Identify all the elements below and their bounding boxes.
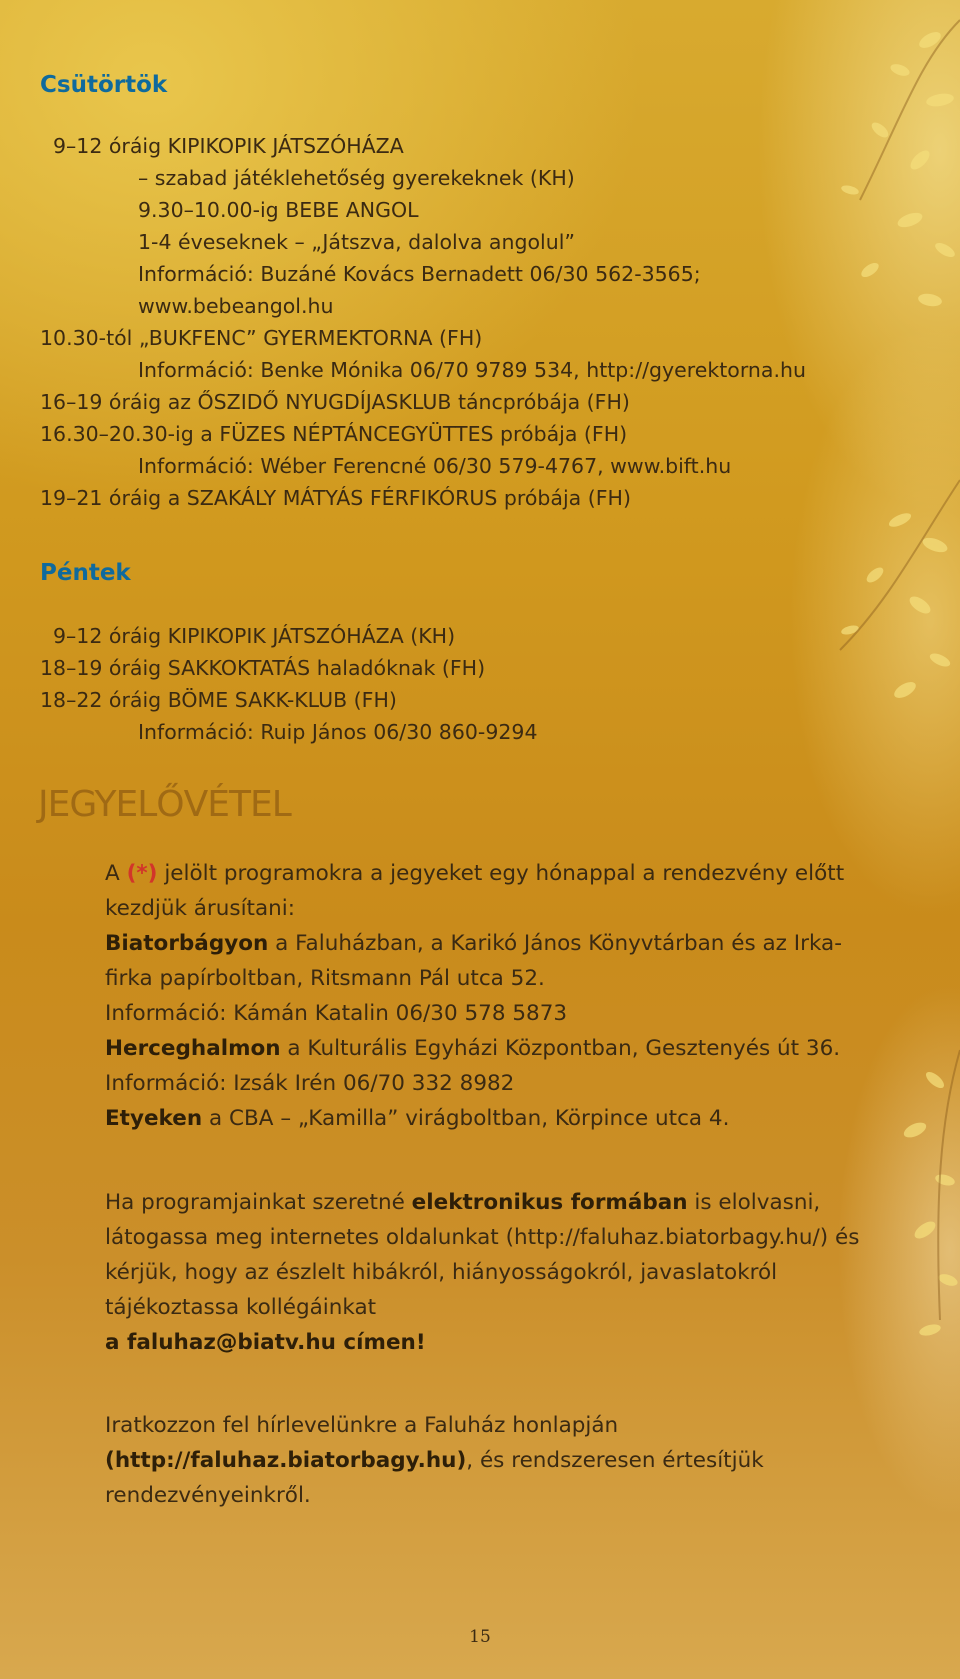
friday-heading: Péntek	[40, 560, 131, 586]
email-link[interactable]: a faluhaz@biatv.hu címen!	[105, 1330, 426, 1355]
thursday-line-4: 1-4 éveseknek – „Játszva, dalolva angolul”	[138, 230, 576, 254]
friday-line-4: Információ: Ruip János 06/30 860-9294	[138, 720, 538, 744]
tickets-intro-a: A	[105, 861, 120, 886]
friday-line-3: 18–22 óráig BÖME SAKK-KLUB (FH)	[40, 688, 397, 712]
thursday-line-11: Információ: Wéber Ferencné 06/30 579-4767, www.bift.hu	[138, 454, 732, 478]
place-herceghalom: Herceghalmon	[105, 1036, 281, 1061]
thursday-line-9: 16–19 óráig az ŐSZIDŐ NYUGDÍJASKLUB táncpróbája (FH)	[40, 390, 630, 414]
page-number: 15	[469, 1627, 491, 1647]
thursday-line-5: Információ: Buzáné Kovács Bernadett 06/30 562-3565;	[138, 262, 701, 286]
thursday-line-7: 10.30-tól „BUKFENC” GYERMEKTORNA (FH)	[40, 326, 483, 350]
friday-line-1: 9–12 óráig KIPIKOPIK JÁTSZÓHÁZA (KH)	[53, 624, 456, 648]
tickets-info-block	[105, 856, 885, 1136]
thursday-line-3: 9.30–10.00-ig BEBE ANGOL	[138, 198, 419, 222]
newsletter-block	[105, 1408, 885, 1513]
asterisk-marker: (*)	[126, 861, 158, 886]
newsletter-url-link[interactable]: (http://faluhaz.biatorbagy.hu)	[105, 1448, 467, 1473]
electronic-text-b: is elolvasni, látogassa meg internetes oldalunkat (http://faluhaz.biatorbagy.hu/) és kérjük, hogy az észlelt hibákról, hiányosságokról, javaslatokról tájékoztassa kollégáinkat	[105, 1190, 860, 1320]
thursday-line-12: 19–21 óráig a SZAKÁLY MÁTYÁS FÉRFIKÓRUS próbája (FH)	[40, 486, 631, 510]
place-biatorbagy-details: a Faluházban, a Karikó János Könyvtárban és az Irka-firka papírboltban, Ritsmann Pál utca 52.	[105, 931, 842, 991]
place-etyek-details: a CBA – „Kamilla” virágboltban, Körpince utca 4.	[209, 1106, 730, 1131]
place-biatorbagy-info: Információ: Kámán Katalin 06/30 578 5873	[105, 1001, 568, 1026]
place-herceghalom-details: a Kulturális Egyházi Központban, Gesztenyés út 36. Információ: Izsák Irén 06/70 332 8982	[105, 1036, 841, 1096]
place-biatorbagy: Biatorbágyon	[105, 931, 269, 956]
electronic-info-block	[105, 1185, 885, 1360]
thursday-line-8: Információ: Benke Mónika 06/70 9789 534, http://gyerektorna.hu	[138, 358, 806, 382]
place-etyek: Etyeken	[105, 1106, 203, 1131]
tickets-intro-b: jelölt programokra a jegyeket egy hónappal a rendezvény előtt kezdjük árusítani:	[105, 861, 845, 921]
thursday-line-2: – szabad játéklehetőség gyerekeknek (KH)	[138, 166, 575, 190]
tickets-title: JEGYELŐVÉTEL	[38, 784, 291, 825]
friday-line-2: 18–19 óráig SAKKOKTATÁS haladóknak (FH)	[40, 656, 486, 680]
newsletter-text-b: , és rendszeresen értesítjük rendezvényeinkről.	[105, 1448, 764, 1508]
electronic-bold: elektronikus formában	[411, 1190, 688, 1215]
newsletter-text-a: Iratkozzon fel hírlevelünkre a Faluház honlapján	[105, 1413, 619, 1438]
thursday-line-10: 16.30–20.30-ig a FÜZES NÉPTÁNCEGYÜTTES próbája (FH)	[40, 422, 628, 446]
thursday-heading: Csütörtök	[40, 72, 168, 98]
thursday-line-6: www.bebeangol.hu	[138, 294, 334, 318]
electronic-text-a: Ha programjainkat szeretné	[105, 1190, 405, 1215]
thursday-line-1: 9–12 óráig KIPIKOPIK JÁTSZÓHÁZA	[53, 134, 404, 158]
